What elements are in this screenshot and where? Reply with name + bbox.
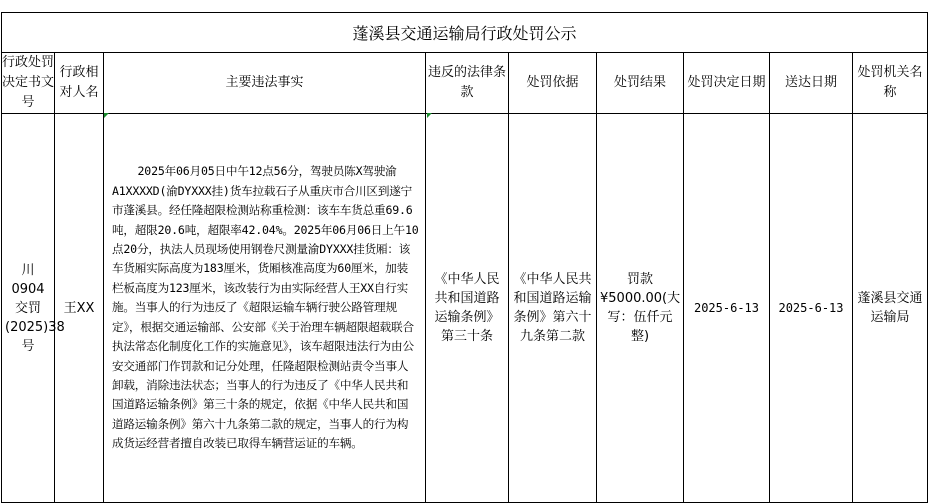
table-row (2, 114, 928, 503)
header-result: 处罚结果 (597, 53, 684, 114)
cell-facts: 2025年06月05日中午12点56分，驾驶员陈X驾驶渝A1XXXXD(渝DYXXX挂)货车拉载石子从重庆市合川区到遂宁市蓬溪县。经任隆超限检测站称重检测：该车车货总重69.6吨，超限20.6吨，超限率42.04%。2025年06月06日上午10点20分，执法人员现场使用钢卷尺测量渝DYXXX挂货厢：该车货厢实际高度为183厘米，货厢核准高度为60厘米，加装栏板高度为123厘米，该改装行为由实际经营人王XX自行实施。当事人的行为违反了《超限运输车辆行驶公路管理规定》，根据交通运输部、公安部《关于治理车辆超限超载联合执法常态化制度化工作的实施意见》，该车超限违法行为由公安交通部门作罚款和记分处理，任隆超限检测站责令当事人卸载，消除违法状态；当事人的行为违反了《中华人民共和国道路运输条例》第三十条的规定，依据《中华人民共和国道路运输条例》第六十九条第二款的规定，当事人的行为构成货运经营者擅自改装已取得车辆营运证的车辆。 (104, 114, 426, 503)
cell-authority: 蓬溪县交通运输局 (853, 114, 928, 503)
page-title: 蓬溪县交通运输局行政处罚公示 (2, 13, 928, 53)
header-delivery-date: 送达日期 (770, 53, 853, 114)
header-party: 行政相对人名 (55, 53, 104, 114)
comment-marker-icon (104, 113, 109, 118)
header-basis: 处罚依据 (509, 53, 597, 114)
cell-law: 《中华人民共和国道路运输条例》第三十条 (426, 114, 509, 503)
header-facts: 主要违法事实 (104, 53, 426, 114)
header-doc-no: 行政处罚决定书文号 (2, 53, 55, 114)
comment-marker-icon (427, 113, 432, 118)
header-authority: 处罚机关名称 (853, 53, 928, 114)
cell-decision-date: 2025-6-13 (684, 114, 770, 503)
header-law: 违反的法律条款 (426, 53, 509, 114)
cell-delivery-date: 2025-6-13 (770, 114, 853, 503)
cell-basis: 《中华人民共和国道路运输条例》第六十九条第二款 (509, 114, 597, 503)
header-decision-date: 处罚决定日期 (684, 53, 770, 114)
cell-result: 罚款¥5000.00(大写：伍仟元整) (597, 114, 684, 503)
cell-party: 王XX (55, 114, 104, 503)
cell-doc-no: 川0904交罚(2025)38号 (2, 114, 55, 503)
penalty-table (1, 12, 928, 503)
